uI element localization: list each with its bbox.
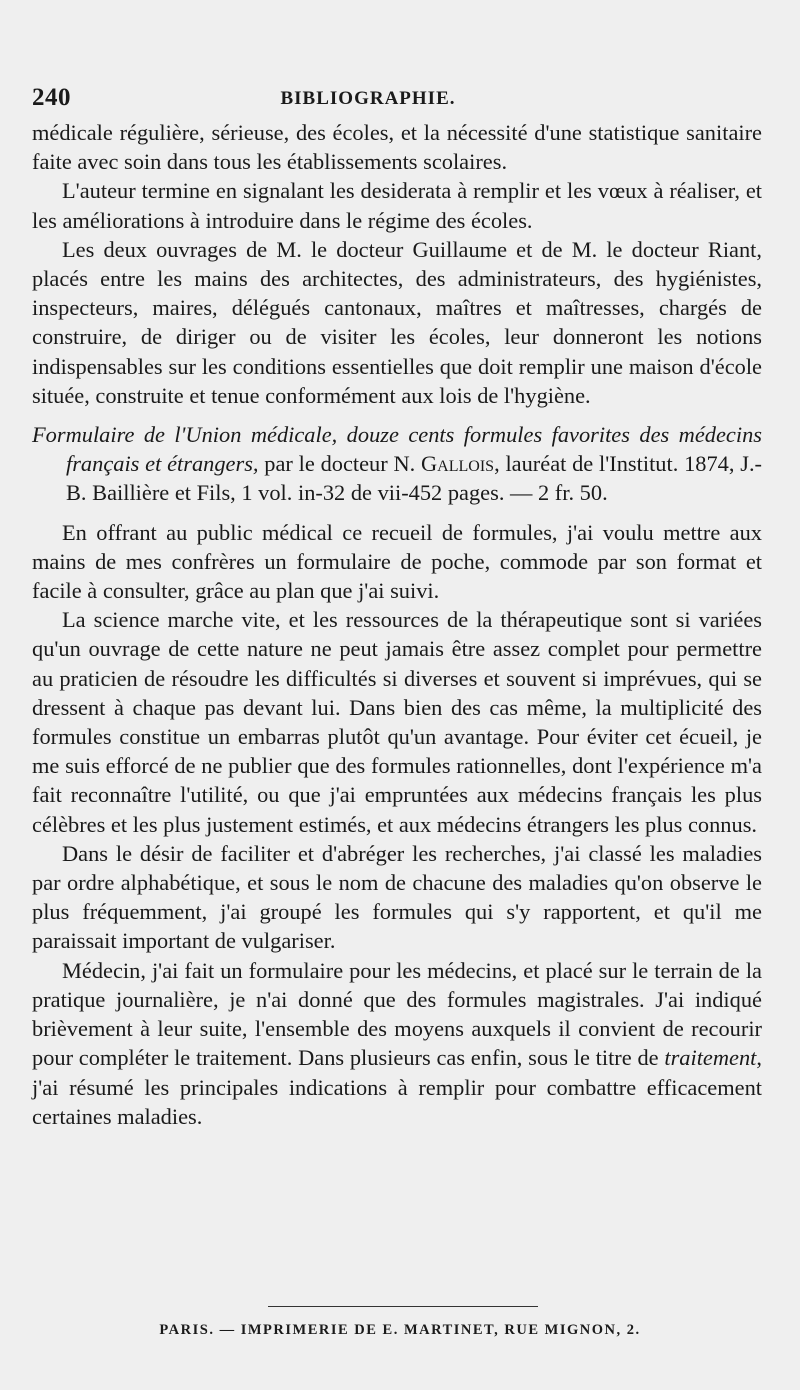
paragraph-text: , j'ai résumé les principales indications à remplir pour combattre efficacement certaines maladies. [32, 1045, 762, 1129]
paragraph-text: Médecin, j'ai fait un formulaire pour les médecins, et placé sur le terrain de la pratique journalière, je n'ai donné que des formules magistrales. J'ai indiqué brièvement à leur suite, l'ensemble des moyens auxquels il convient de recourir pour compléter le traitement. Dans plusieurs cas enfin, sous le titre de [32, 957, 762, 1071]
entry-title: Formulaire de l'Union médicale, douze cents formules favorites des médecins français et étrangers, [32, 422, 762, 477]
printer-imprint: PARIS. — IMPRIMERIE DE E. MARTINET, RUE MIGNON, 2. [159, 1322, 641, 1338]
paragraph: Dans le désir de faciliter et d'abréger les recherches, j'ai classé les maladies par ordre alphabétique, et sous le nom de chacune des maladies qu'on observe le plus fréquemment, j'ai groupé les formules qui s'y rapportent, et qu'il me paraissait important de vulgariser. [32, 840, 762, 954]
entry-author: Gallois [421, 451, 495, 477]
footer-rule [268, 1306, 538, 1307]
paragraph-italic-word: traitement [664, 1045, 757, 1071]
page-number: 240 [32, 84, 71, 111]
paragraph-continuation: médicale régulière, sérieuse, des écoles, et la nécessité d'une statistique sanitaire faite avec soin dans tous les établissements scolaires. [32, 120, 762, 175]
paragraph: Les deux ouvrages de M. le docteur Guillaume et de M. le docteur Riant, placés entre les mains des architectes, des administrateurs, des hygiénistes, inspecteurs, maires, délégués cantonaux, maîtres et maîtresses, chargés de construire, de diriger ou de visiter les écoles, leur donneront les notions indispensables sur les conditions essentielles que doit remplir une maison d'école située, construite et tenue conformément aux lois de l'hygiène. [32, 236, 762, 408]
entry-by: par le docteur N. [258, 451, 422, 477]
paragraph: La science marche vite, et les ressources de la thérapeutique sont si variées qu'un ouvrage de cette nature ne peut jamais être assez complet pour permettre au praticien de résoudre les difficultés si diverses et souvent si imprévues, qui se dressent à chaque pas devant lui. Dans bien des cas même, la multiplicité des formules constitue un embarras plutôt qu'un avantage. Pour éviter cet écueil, je me suis efforcé de ne publier que des formules rationnelles, dont l'expérience m'a fait reconnaître l'utilité, ou que j'ai empruntées aux médecins français les plus célèbres et les plus justement estimés, et aux médecins étrangers les plus connus. [32, 607, 762, 837]
page-header [32, 84, 764, 114]
running-title: BIBLIOGRAPHIE. [280, 88, 456, 109]
entry-details: , lauréat de l'Institut. 1874, J.-B. Baillière et Fils, 1 vol. in-32 de vii-452 pages. — 2 fr. 50. [66, 451, 762, 506]
paragraph: L'auteur termine en signalant les desiderata à remplir et les vœux à réaliser, et les améliorations à introduire dans le régime des écoles. [32, 178, 762, 233]
paragraph [32, 956, 762, 1131]
bibliography-entry [32, 420, 762, 508]
page-body [32, 118, 762, 1131]
paragraph: En offrant au public médical ce recueil de formules, j'ai voulu mettre aux mains de mes confrères un formulaire de poche, commode par son format et facile à consulter, grâce au plan que j'ai suivi. [32, 519, 762, 604]
